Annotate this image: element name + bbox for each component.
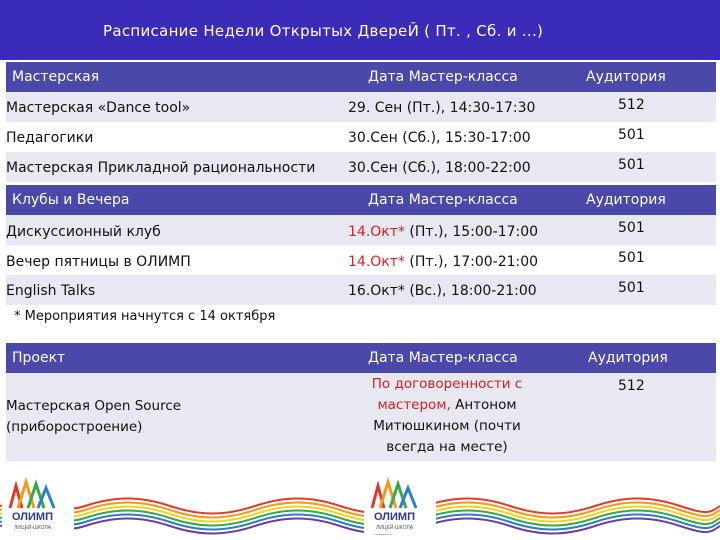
section1-header-room: Аудитория	[586, 69, 666, 85]
section2-row2-name: Вечер пятницы в ОЛИМП	[6, 254, 191, 270]
section2-row2-date	[348, 254, 538, 270]
section2-row2-date-highlight: 14.Окт*	[348, 254, 405, 270]
section1-row3-name: Мастерская Прикладной рациональности	[6, 160, 316, 176]
section2-row2-room: 501	[618, 250, 645, 266]
section2-row3-date-rest: 16.Окт* (Вс.), 18:00-21:00	[348, 283, 537, 299]
svg-text:ЛИЦЕЙ-ШКОЛА: ЛИЦЕЙ-ШКОЛА	[376, 525, 414, 531]
section3-header	[6, 343, 716, 373]
section2-row2-date-rest: (Пт.), 17:00-21:00	[404, 254, 539, 270]
section2-header-clubs: Клубы и Вечера	[12, 192, 130, 208]
section3-row-date-line2-highlight: мастером,	[377, 397, 451, 413]
section3-row-name-line2: (приборостроение)	[6, 419, 143, 435]
section1-row2-name: Педагогики	[6, 130, 94, 146]
page-title: Расписание Недели Открытых ДвереЙ ( Пт. , Сб. и ...)	[103, 22, 544, 40]
section1-row3-room: 501	[618, 157, 645, 173]
footer-waves	[0, 470, 720, 540]
section1-header-date: Дата Мастер-класса	[368, 69, 518, 85]
svg-text:ОЛИМП: ОЛИМП	[374, 511, 415, 523]
section1-row2-date: 30.Сен (Сб.), 15:30-17:00	[348, 130, 531, 146]
section1-row1-room: 512	[618, 97, 645, 113]
section1-header	[6, 62, 716, 92]
section1-row1-name: Мастерская «Dance tool»	[6, 100, 191, 116]
section2-header	[6, 185, 716, 215]
section2-header-date: Дата Мастер-класса	[368, 192, 518, 208]
section3-header-project: Проект	[12, 350, 66, 366]
section2-row3-date	[348, 283, 537, 299]
section1-header-workshop: Мастерская	[12, 69, 100, 85]
section1-row2-room: 501	[618, 127, 645, 143]
section2-row1-name: Дискуссионный клуб	[6, 224, 161, 240]
section3-header-room: Аудитория	[588, 350, 668, 366]
section3-row-date-line3: Митюшкином (почти	[373, 418, 521, 434]
section2-row1-date	[348, 224, 538, 240]
section3-row-date-line1: По договоренности с	[371, 376, 523, 392]
section1-row3-date: 30.Сен (Сб.), 18:00-22:00	[348, 160, 531, 176]
section3-row-room: 512	[618, 378, 645, 394]
section2-row3-name: English Talks	[6, 283, 96, 299]
svg-text:ЛИЦЕЙ-ШКОЛА: ЛИЦЕЙ-ШКОЛА	[14, 525, 52, 531]
section2-row1-date-rest: (Пт.), 15:00-17:00	[404, 224, 539, 240]
section2-row1-room: 501	[618, 220, 645, 236]
section2-row3-room: 501	[618, 280, 645, 296]
section2-header-room: Аудитория	[586, 192, 666, 208]
footnote: * Мероприятия начнутся с 14 октября	[14, 309, 276, 324]
section3-header-date: Дата Мастер-класса	[368, 350, 518, 366]
section3-row-name-line1: Мастерская Open Source	[6, 398, 182, 414]
svg-text:ОЛИМП: ОЛИМП	[12, 511, 53, 523]
section3-row-date-line2-rest: Антоном	[450, 397, 517, 413]
olimp-logo-right	[364, 474, 436, 534]
title-bar	[0, 0, 720, 60]
section2-row1-date-highlight: 14.Окт*	[348, 224, 405, 240]
section3-row-date	[346, 374, 548, 458]
olimp-logo-left	[2, 474, 74, 534]
section3-row-date-line4: всегда на месте)	[386, 439, 508, 455]
section1-row1-date: 29. Сен (Пт.), 14:30-17:30	[348, 100, 536, 116]
section3-row-name	[6, 396, 181, 438]
section3-row-date-line2	[346, 395, 548, 416]
